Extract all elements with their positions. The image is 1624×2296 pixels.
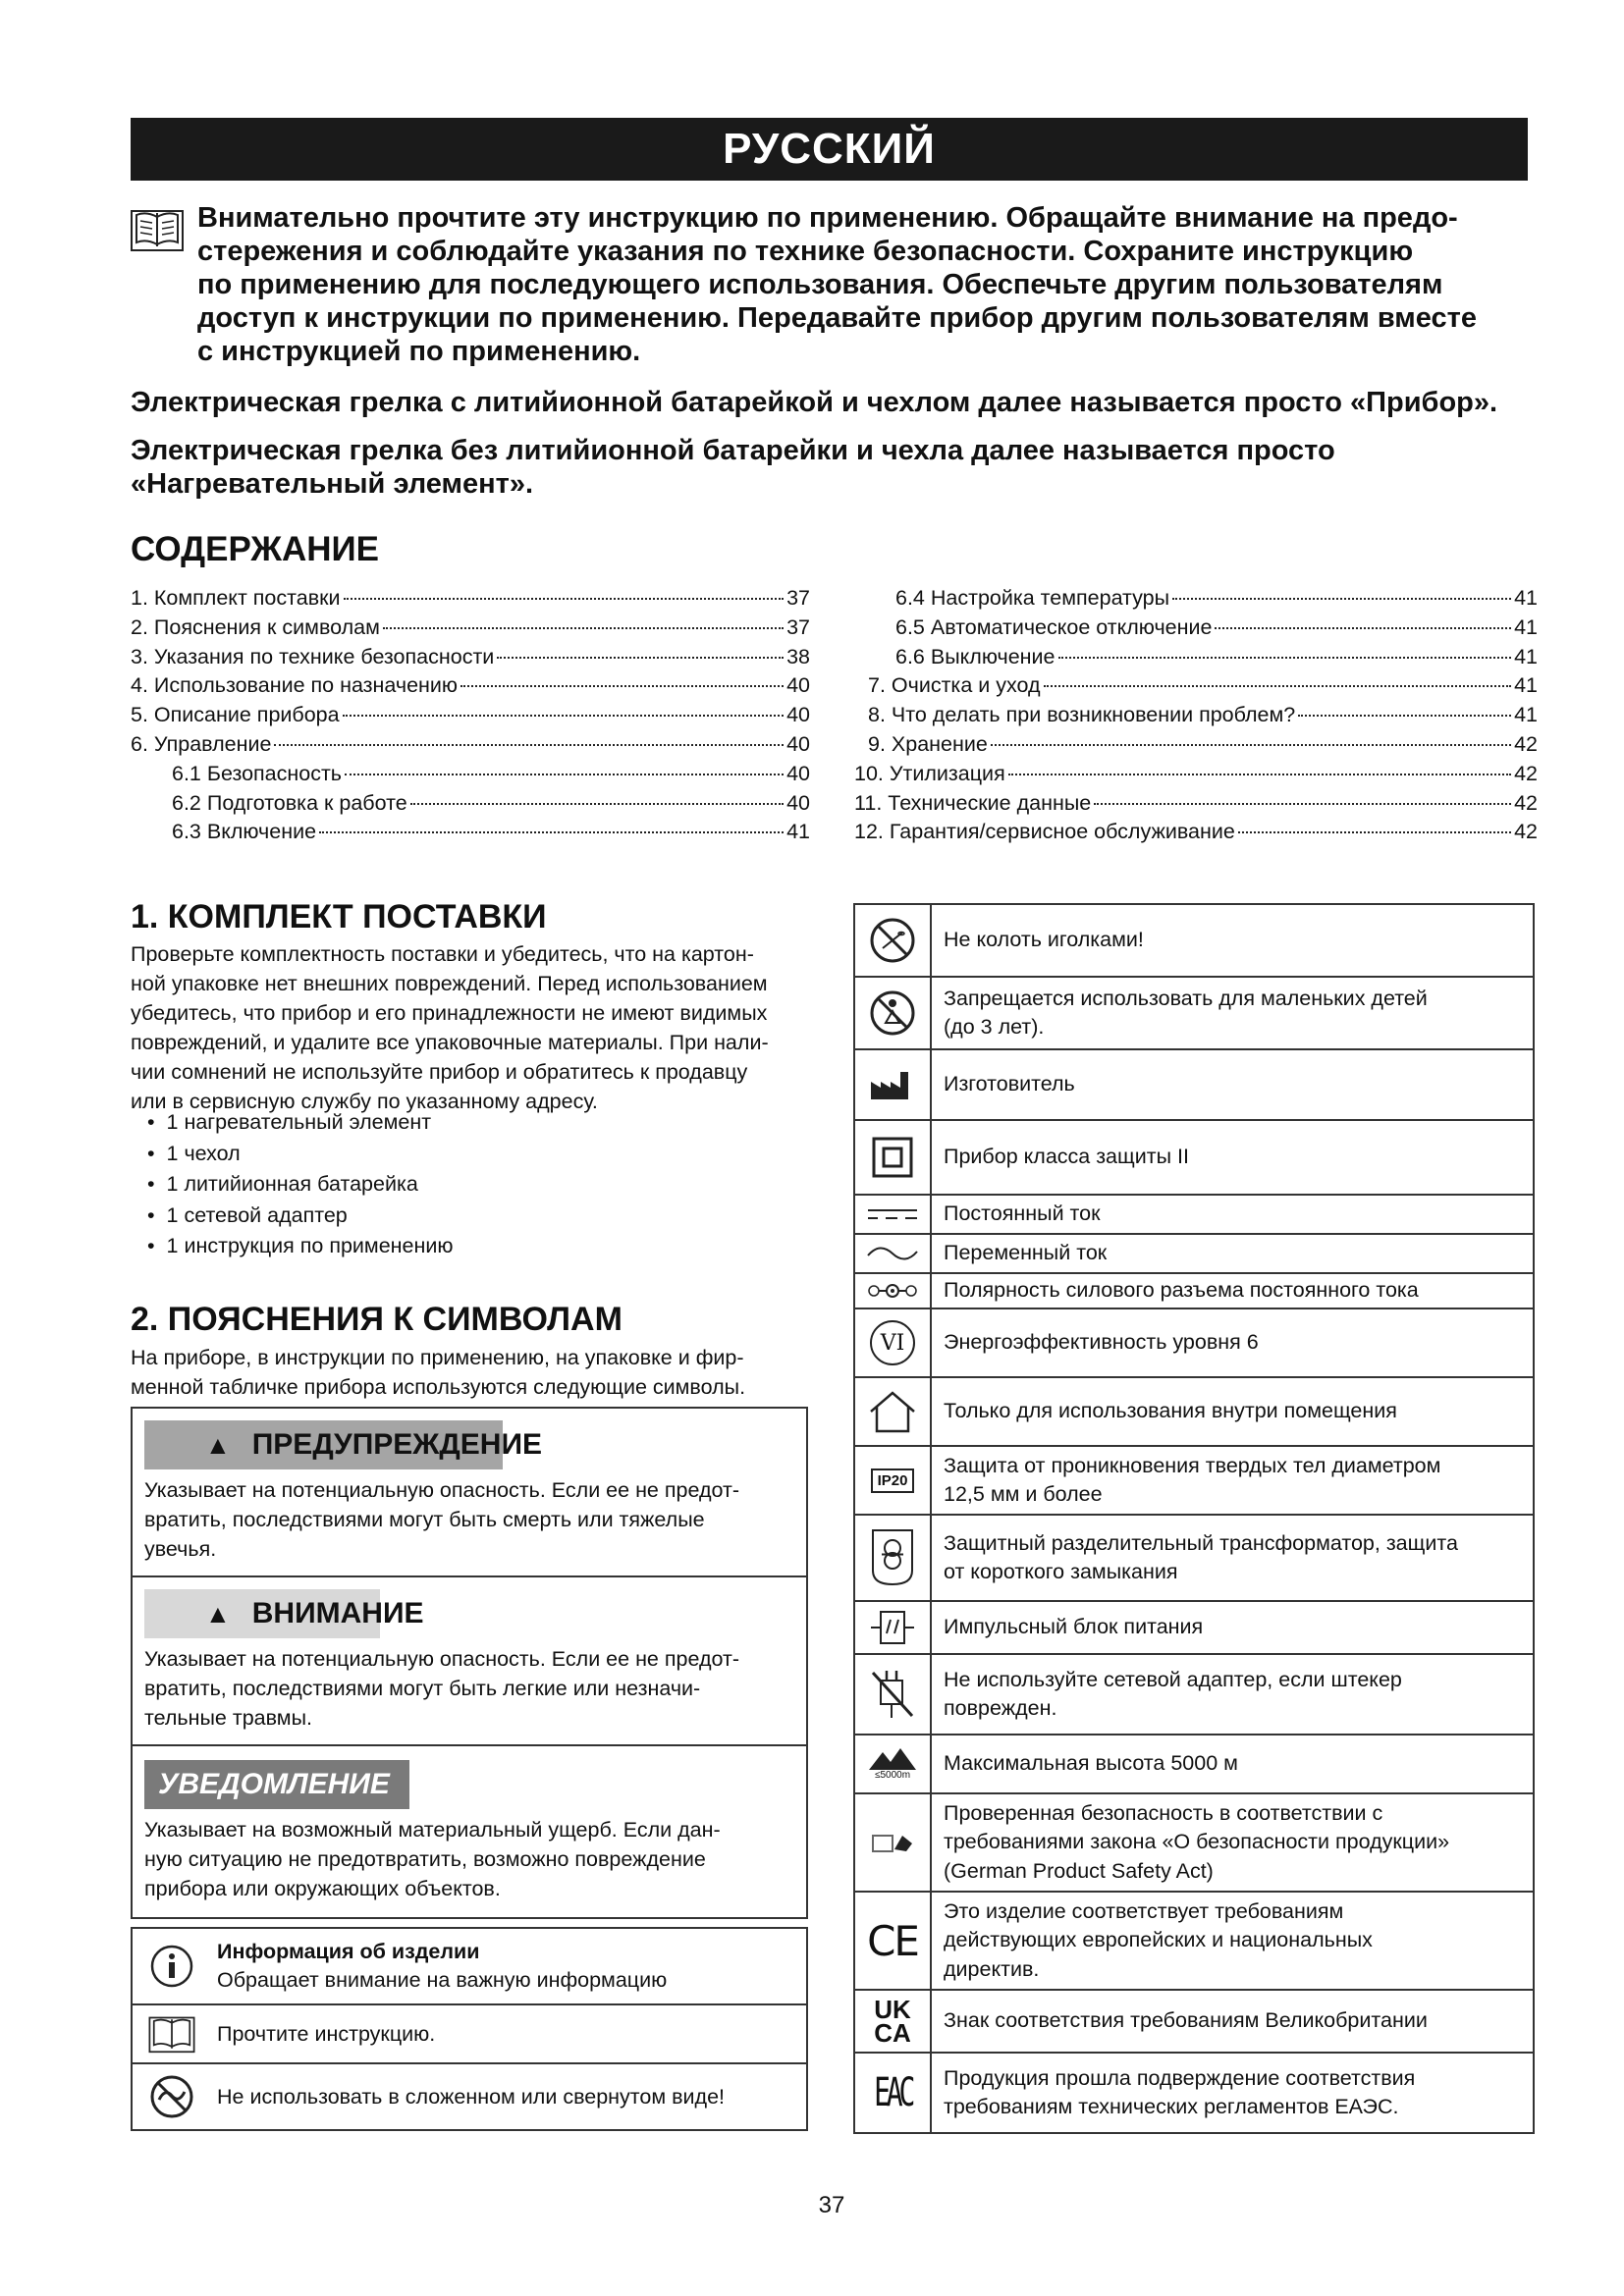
- table-row: Только для использования внутри помещения: [855, 1378, 1533, 1447]
- ip20-icon: IP20: [871, 1468, 915, 1493]
- list-item: • 1 нагревательный элемент: [147, 1107, 454, 1139]
- manufacturer-icon: [869, 1068, 916, 1101]
- toc-entry: 6.6 Выключение 41: [895, 644, 1538, 668]
- list-item: • 1 сетевой адаптер: [147, 1201, 454, 1232]
- toc-right-column: [854, 584, 1538, 847]
- intro-text: Внимательно прочтите эту инструкцию по применению. Обращайте внимание на предо- стережения и соблюдайте указания по технике безопасности. Сохраните инструкцию по применению для последующего использования. Обеспечьте другим пользователям доступ к инструкции по применению. Передавайте прибор другим пользователям вместе с инструкцией по применению.: [197, 202, 1477, 367]
- caution-notice: [133, 1577, 806, 1746]
- table-row: IP20 Защита от проникновения твердых тел диаметром 12,5 мм и более: [855, 1447, 1533, 1516]
- toc-entry: 1. Комплект поставки 37: [131, 586, 810, 610]
- table-row: Изготовитель: [855, 1050, 1533, 1121]
- toc-entry: 6.1 Безопасность 40: [172, 761, 810, 785]
- table-row: Прибор класса защиты II: [855, 1121, 1533, 1196]
- toc-entry: 3. Указания по технике безопасности 38: [131, 644, 810, 668]
- toc-title: СОДЕРЖАНИЕ: [131, 530, 380, 568]
- damaged-plug-icon: [869, 1667, 916, 1722]
- list-item: • 1 чехол: [147, 1139, 454, 1170]
- direct-current-icon: [866, 1207, 919, 1221]
- no-needles-icon: [869, 917, 916, 964]
- table-row: Не используйте сетевой адаптер, если штекер поврежден.: [855, 1655, 1533, 1735]
- notice-header: УВЕДОМЛЕНИЕ: [144, 1760, 409, 1809]
- table-row: Защитный разделительный трансформатор, защита от короткого замыкания: [855, 1516, 1533, 1602]
- table-row: Не колоть иголками!: [855, 905, 1533, 978]
- toc-left-column: [131, 584, 810, 847]
- toc-entry: 4. Использование по назначению 40: [131, 673, 810, 698]
- caution-text: Указывает на потенциальную опасность. Если ее не предот- вратить, последствиями могут быть легкие или незначи- тельные травмы.: [144, 1647, 739, 1730]
- notice-text: Указывает на возможный материальный ущерб. Если дан- ную ситуацию не предотвратить, возможно повреждение прибора или окружающих объектов.: [144, 1818, 721, 1900]
- table-row: Переменный ток: [855, 1235, 1533, 1274]
- hazard-notices: [131, 1407, 808, 1919]
- table-row: EAC Продукция прошла подверждение соответствия требованиям технических регламентов ЕАЭС.: [855, 2054, 1533, 2132]
- definition-device: Электрическая грелка с литийионной батарейкой и чехлом далее называется просто «Прибор».: [131, 387, 1498, 418]
- language-header: РУССКИЙ: [131, 118, 1528, 181]
- warning-notice: [133, 1409, 806, 1577]
- indoor-use-icon: [868, 1390, 917, 1433]
- table-row: Не использовать в сложенном или свернутом виде!: [133, 2064, 806, 2129]
- table-row: CE Это изделие соответствует требованиям действующих европейских и национальных директив.: [855, 1893, 1533, 1991]
- no-folding-icon: [149, 2074, 194, 2119]
- toc-entry: 6.3 Включение 41: [172, 820, 810, 844]
- altitude-icon: ≤5000m: [869, 1748, 916, 1781]
- toc-entry: 9. Хранение 42: [868, 731, 1538, 756]
- symbols-table: [853, 903, 1535, 2134]
- table-row: Полярность силового разъема постоянного тока: [855, 1274, 1533, 1309]
- warning-triangle-icon: ▲: [205, 1429, 231, 1460]
- efficiency-vi-icon: VI: [870, 1320, 915, 1365]
- table-row: Постоянный ток: [855, 1196, 1533, 1235]
- info-icon: [149, 1944, 194, 1989]
- polarity-icon: [866, 1283, 919, 1299]
- alternating-current-icon: [866, 1246, 919, 1261]
- table-row: UK CA Знак соответствия требованиям Великобритании: [855, 1991, 1533, 2054]
- table-row: Импульсный блок питания: [855, 1602, 1533, 1655]
- table-row: Информация об изделии Обращает внимание на важную информацию: [133, 1929, 806, 2005]
- no-children-icon: [869, 989, 916, 1037]
- safety-transformer-icon: [870, 1527, 915, 1588]
- definitions: [131, 386, 1544, 515]
- toc-entry: 10. Утилизация 42: [854, 761, 1538, 785]
- eac-mark-icon: EAC: [874, 2070, 911, 2115]
- table-row: Проверенная безопасность в соответствии с требованиями закона «О безопасности продукции» (German Product Safety Act): [855, 1794, 1533, 1893]
- section-1-text: Проверьте комплектность поставки и убедитесь, что на картон- ной упаковке нет внешних повреждений. Перед использованием убедитесь, что прибор и его принадлежности не имеют видимых повреждений, и удалите все упаковочные материалы. При нали- чии сомнений не используйте прибор и обратитесь к продавцу или в сервисную службу по указанному адресу.: [131, 942, 769, 1113]
- table-row: Запрещается использовать для маленьких детей (до 3 лет).: [855, 978, 1533, 1050]
- warning-triangle-icon: ▲: [205, 1598, 231, 1629]
- intro-block: [131, 201, 1535, 368]
- warning-text: Указывает на потенциальную опасность. Если ее не предот- вратить, последствиями могут быть смерть или тяжелые увечья.: [144, 1478, 739, 1561]
- toc-entry: 12. Гарантия/сервисное обслуживание 42: [854, 820, 1538, 844]
- protection-class-ii-icon: [872, 1137, 913, 1178]
- info-symbols-table: [131, 1927, 808, 2131]
- toc-entry: 2. Пояснения к символам 37: [131, 614, 810, 639]
- ce-mark-icon: CE: [867, 1916, 918, 1965]
- table-row: VI Энергоэффективность уровня 6: [855, 1309, 1533, 1378]
- table-row: ≤5000m Максимальная высота 5000 м: [855, 1735, 1533, 1794]
- notice-notice: [133, 1746, 806, 1917]
- toc-entry: 7. Очистка и уход 41: [868, 673, 1538, 698]
- page-number: 37: [818, 2192, 845, 2218]
- section-2-text: На приборе, в инструкции по применению, на упаковке и фир- менной табличке прибора используются следующие символы.: [131, 1346, 746, 1399]
- warning-header: ▲ ПРЕДУПРЕЖДЕНИЕ: [144, 1420, 503, 1469]
- book-icon: [131, 207, 184, 252]
- section-2-title: 2. ПОЯСНЕНИЯ К СИМВОЛАМ: [131, 1301, 623, 1338]
- book-icon: [147, 2014, 196, 2054]
- toc-entry: 5. Описание прибора 40: [131, 703, 810, 727]
- toc-entry: 8. Что делать при возникновении проблем? 41: [868, 703, 1538, 727]
- toc-entry: 6.5 Автоматическое отключение 41: [895, 614, 1538, 639]
- section-1-title: 1. КОМПЛЕКТ ПОСТАВКИ: [131, 898, 547, 935]
- definition-heating-element: Электрическая грелка без литийионной батарейки и чехла далее называется просто «Нагревательный элемент».: [131, 435, 1335, 500]
- caution-header: ▲ ВНИМАНИЕ: [144, 1589, 380, 1638]
- list-item: • 1 инструкция по применению: [147, 1231, 454, 1262]
- gs-mark-icon: [871, 1830, 914, 1855]
- toc-entry: 11. Технические данные 42: [854, 790, 1538, 815]
- toc-entry: 6.4 Настройка температуры 41: [895, 586, 1538, 610]
- delivery-list: [147, 1107, 454, 1262]
- ukca-mark-icon: UK CA: [874, 1995, 911, 2048]
- list-item: • 1 литийионная батарейка: [147, 1169, 454, 1201]
- toc-entry: 6. Управление 40: [131, 731, 810, 756]
- toc-entry: 6.2 Подготовка к работе 40: [172, 790, 810, 815]
- table-row: Прочтите инструкцию.: [133, 2005, 806, 2064]
- switch-mode-psu-icon: [869, 1608, 916, 1647]
